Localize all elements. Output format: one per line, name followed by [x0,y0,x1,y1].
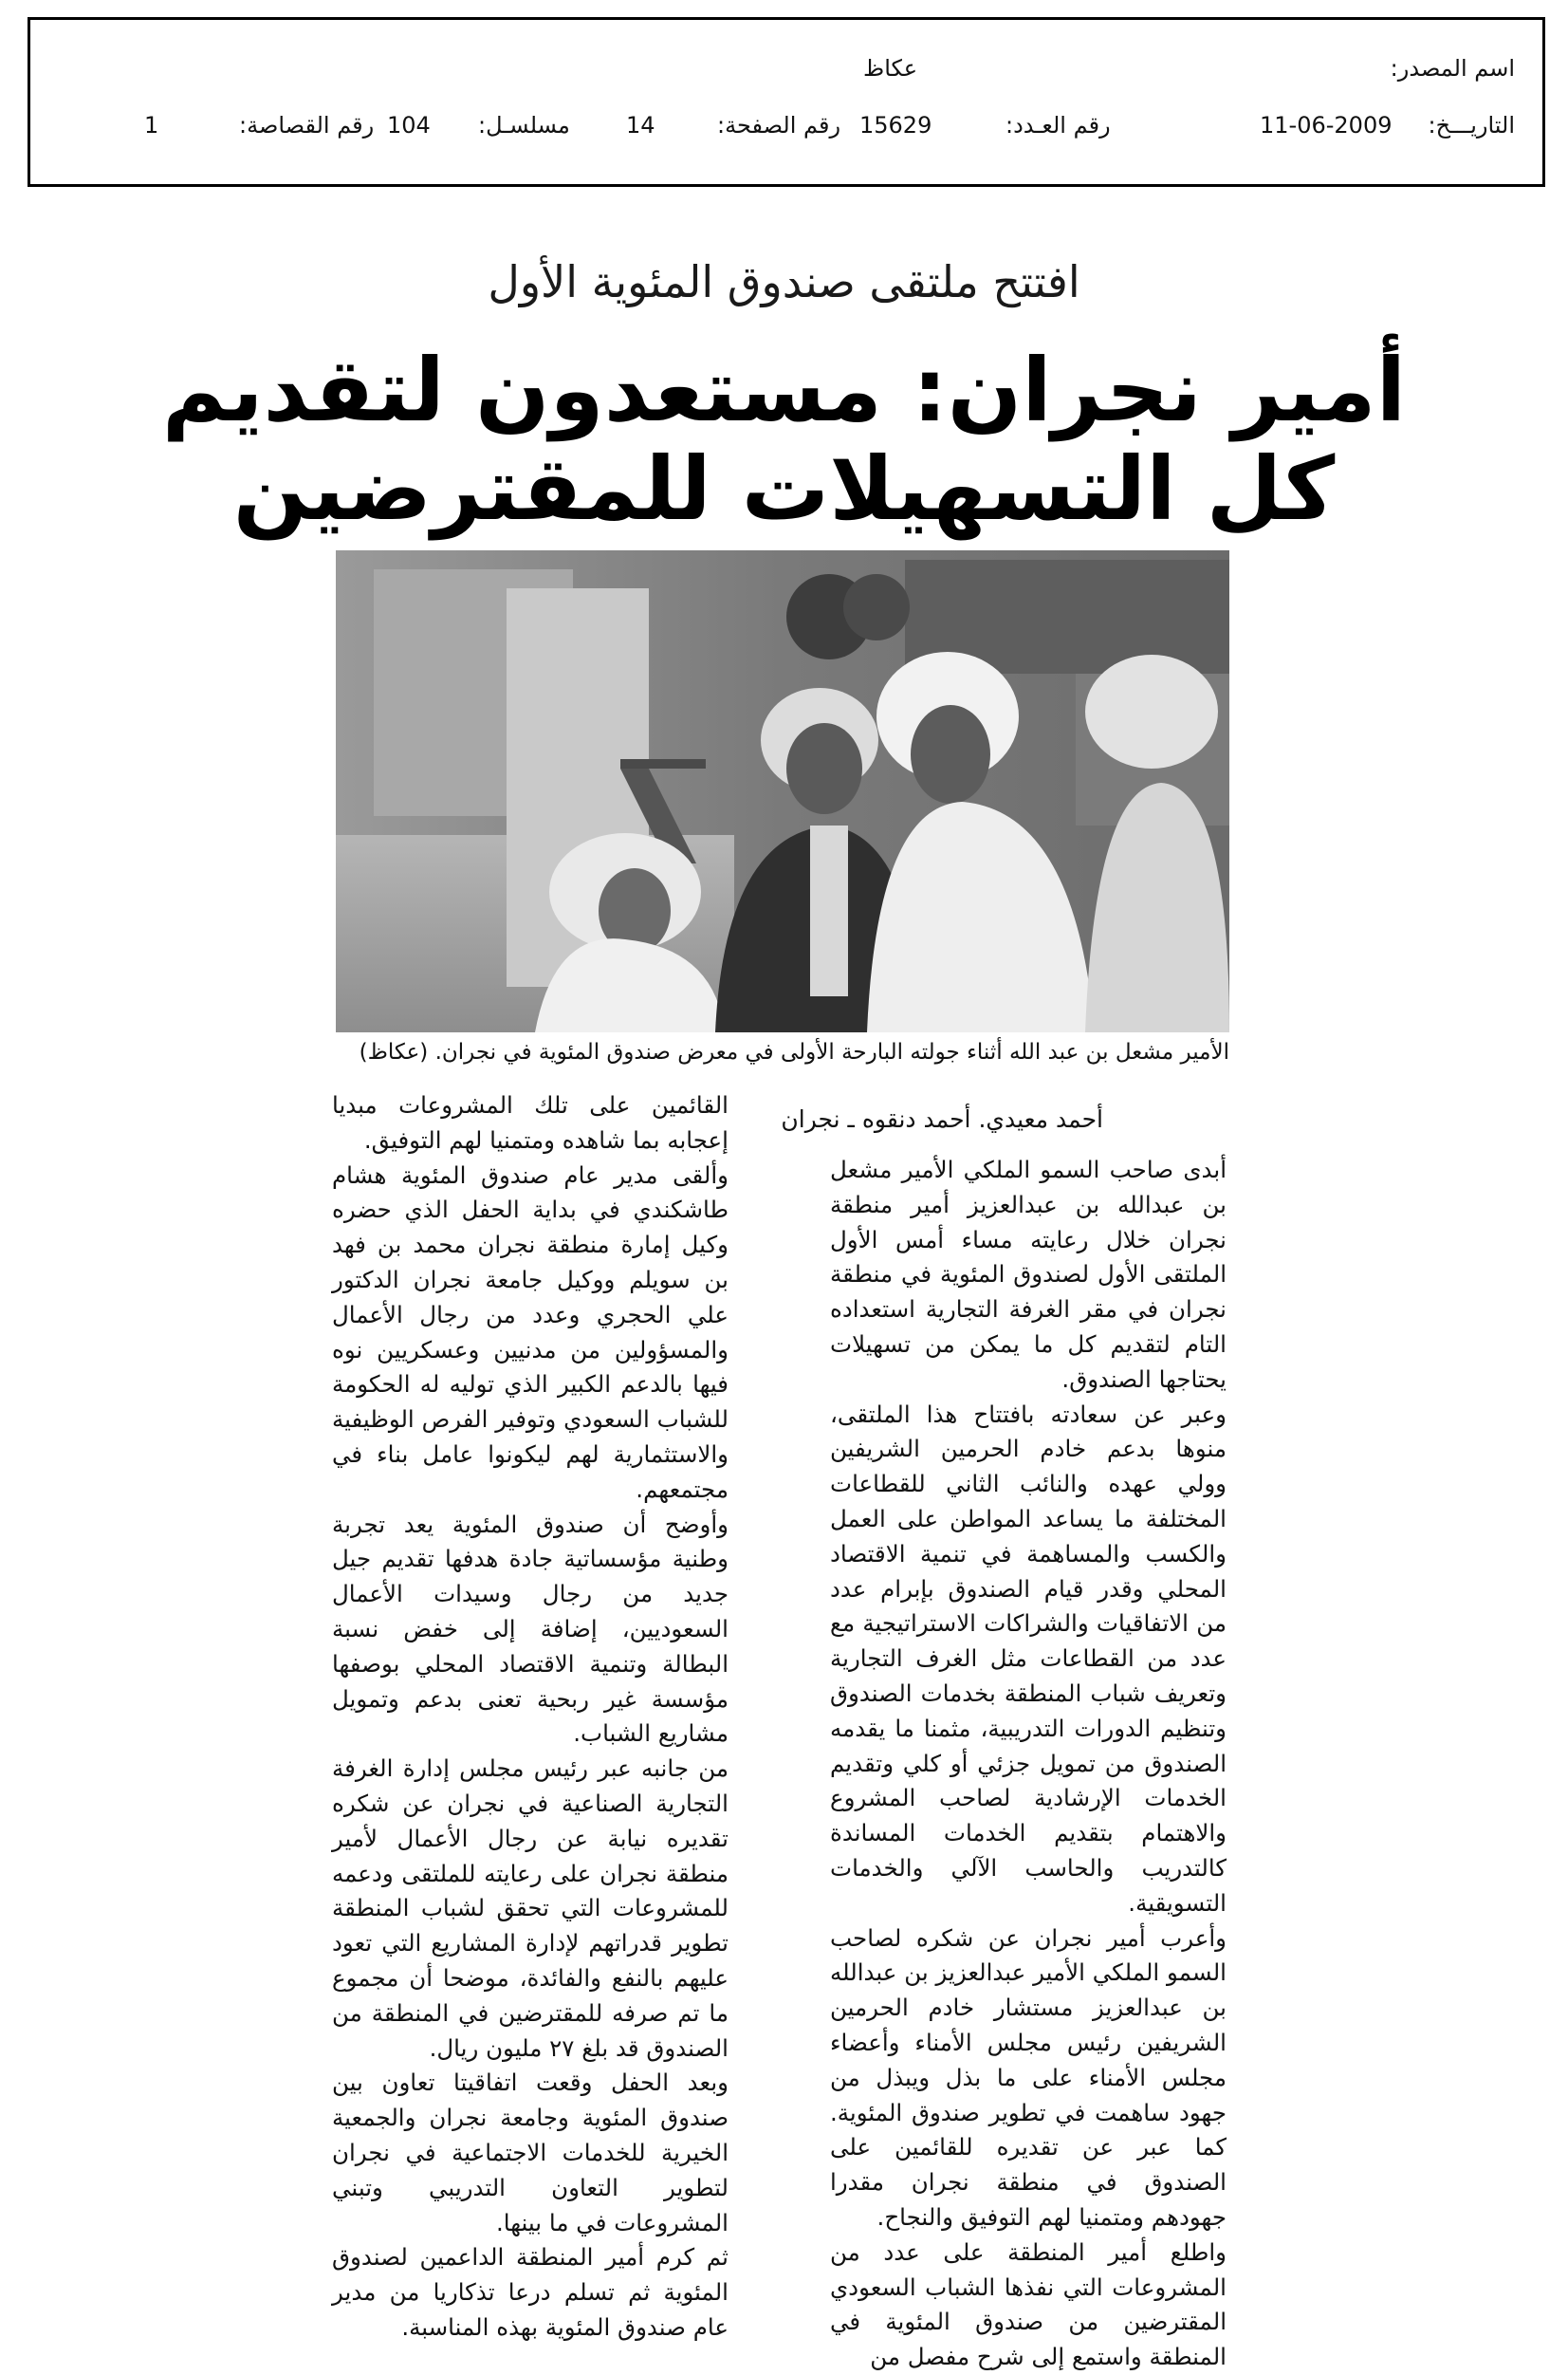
clip-label: رقم القصاصة: [239,112,375,139]
issue-value: 15629 [859,112,932,139]
article-column-right [830,1153,1227,2371]
article-kicker: افتتح ملتقى صندوق المئوية الأول [488,256,1080,307]
page-label: رقم الصفحة: [717,112,841,139]
paragraph: وعبر عن سعادته بافتتاح هذا الملتقى، منوها بدعم خادم الحرمين الشريفين وولي عهده والنائب الثاني للقطاعات المختلفة ما يساعد المواطن على العمل والكسب والمساهمة في تنمية الاقتصاد المحلي وقدر قيام الصندوق بإبرام عدد من الاتفاقيات والشراكات الاستراتيجية مع عدد من القطاعات مثل الغرف التجارية وتعريف شباب المنطقة بخدمات الصندوق وتنظيم الدورات التدريبية، مثمنا ما يقدمه الصندوق من تمويل جزئي أو كلي وتقديم الخدمات الإرشادية لصاحب المشروع والاهتمام بتقديم الخدمات المساندة كالتدريب والحاسب الآلي والخدمات التسويقية. [830,1400,1227,1917]
serial-label: مسلسـل: [478,112,570,139]
issue-label: رقم العـدد: [1005,112,1111,139]
paragraph: وأوضح أن صندوق المئوية يعد تجربة وطنية مؤسساتية جادة هدفها تقديم جيل جديد من رجال وسيدات الأعمال السعوديين، إضافة إلى خفض نسبة البطالة وتنمية الاقتصاد المحلي بوصفها مؤسسة غير ربحية تعنى بدعم وتمويل مشاريع الشباب. [332,1510,729,1748]
paragraph: ثم كرم أمير المنطقة الداعمين لصندوق المئوية ثم تسلم درعا تذكاريا من مدير عام صندوق المئوية بهذه المناسبة. [332,2243,729,2341]
headline-line-1: أمير نجران: مستعدون لتقديم [161,340,1407,441]
byline: أحمد معيدي. أحمد دنقوه ـ نجران [781,1105,1103,1133]
paragraph: القائمين على تلك المشروعات مبديا إعجابه بما شاهده ومتمنيا لهم التوفيق. [332,1091,729,1154]
clip-value: 1 [144,112,159,139]
date-label: التاريـــخ: [1428,112,1515,139]
source-label: اسم المصدر: [1390,55,1515,82]
paragraph: أبدى صاحب السمو الملكي الأمير مشعل بن عبدالله بن عبدالعزيز أمير منطقة نجران خلال رعايته مساء أمس الأول الملتقى الأول لصندوق المئوية في منطقة نجران في مقر الغرفة التجارية استعداده التام لتقديم كل ما يمكن من تسهيلات يحتاجها الصندوق. [830,1156,1227,1393]
photo-illustration [336,550,1229,1032]
paragraph: وأعرب أمير نجران عن شكره لصاحب السمو الملكي الأمير عبدالعزيز بن عبدالله بن عبدالعزيز مستشار خادم الحرمين الشريفين رئيس مجلس الأمناء وأعضاء مجلس الأمناء على ما بذل ويبذل من جهود ساهمت في تطوير صندوق المئوية. كما عبر عن تقديره للقائمين على الصندوق في منطقة نجران مقدرا جهودهم ومتمنيا لهم التوفيق والنجاح. [830,1923,1227,2231]
serial-value: 104 [387,112,431,139]
headline-line-2: كل التسهيلات للمقترضين [232,438,1336,540]
paragraph: وألقى مدير عام صندوق المئوية هشام طاشكندي في بداية الحفل الذي حضره وكيل إمارة منطقة نجران محمد بن فهد بن سويلم ووكيل جامعة نجران الدكتور علي الحجري وعدد من رجال الأعمال والمسؤولين من مدنيين وعسكريين نوه فيها بالدعم الكبير الذي توليه له الحكومة للشباب السعودي وتوفير الفرص الوظيفية والاستثمارية لهم ليكونوا عامل بناء في مجتمعهم. [332,1160,729,1503]
paragraph: وبعد الحفل وقعت اتفاقيتا تعاون بين صندوق المئوية وجامعة نجران والجمعية الخيرية للخدمات الاجتماعية في نجران لتطوير التعاون التدريبي وتبني المشروعات في ما بينها. [332,2069,729,2236]
paragraph: واطلع أمير المنطقة على عدد من المشروعات التي نفذها الشباب السعودي المقترضين من صندوق المئوية في المنطقة واستمع إلى شرح مفصل من [830,2237,1227,2371]
page-value: 14 [626,112,655,139]
paragraph: من جانبه عبر رئيس مجلس إدارة الغرفة التجارية الصناعية في نجران عن شكره تقديره نيابة عن رجال الأعمال لأمير منطقة نجران على رعايته للملتقى ودعمه للمشروعات التي تحقق لشباب المنطقة تطوير قدراتهم لإدارة المشاريع التي تعود عليهم بالنفع والفائدة، موضحا أن مجموع ما تم صرفه للمقترضين في المنطقة من الصندوق قد بلغ ٢٧ مليون ريال. [332,1754,729,2062]
article-photo [336,550,1229,1032]
article-column-left [332,1088,729,2341]
clipping-metadata-box [28,17,1545,187]
source-value: عكاظ [863,55,918,82]
date-value: 11-06-2009 [1260,112,1393,139]
photo-caption: الأمير مشعل بن عبد الله أثناء جولته البارحة الأولى في معرض صندوق المئوية في نجران. (عكاظ) [359,1040,1229,1065]
